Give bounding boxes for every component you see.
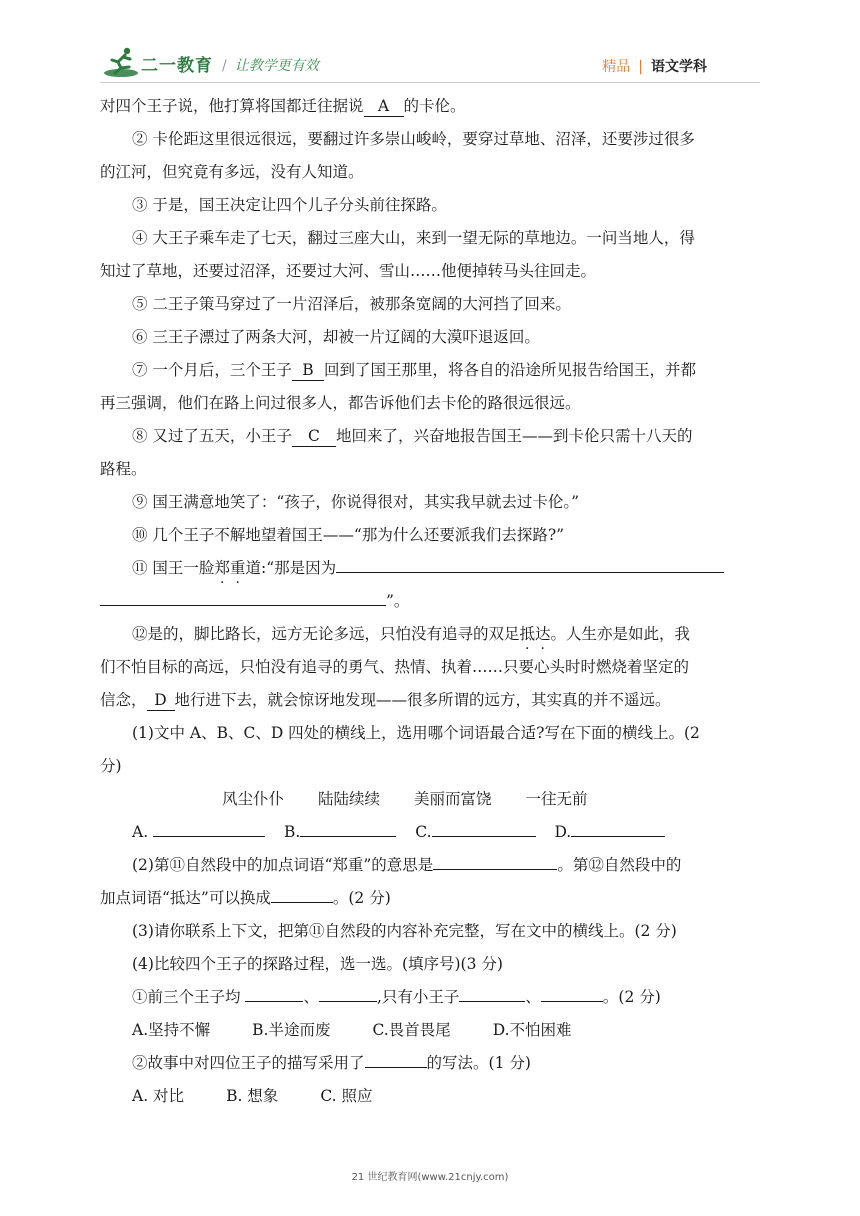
dotted-char: 重 — [229, 559, 246, 577]
paragraph-9: ⑨ 国王满意地笑了：“孩子，你说得很对，其实我早就去过卡伦。” — [132, 493, 580, 511]
paragraph-11 — [100, 552, 760, 585]
paragraph-5: ⑤ 二王子策马穿过了一片沼泽后，被那条宽阔的大河挡了回来。 — [132, 295, 571, 313]
text-span: C. — [415, 823, 432, 841]
text-span: 、 — [525, 988, 541, 1006]
word-choice: 陆陆续续 — [318, 790, 381, 808]
text-span: ⑦ 一个月后，三个王子 — [132, 361, 292, 379]
header-rule — [100, 82, 760, 83]
text-span: 地行进下去，就会惊讶地发现——很多所谓的远方，其实真的并不遥远。 — [174, 691, 671, 709]
word-choice: 风尘仆仆 — [222, 790, 285, 808]
question-2-cont — [100, 882, 760, 915]
word-choice: 美丽而富饶 — [414, 790, 492, 808]
paragraph-2-cont: 的江河，但究竟有多远，没有人知道。 — [100, 163, 364, 181]
text-span: 道:“那是因为 — [245, 559, 337, 577]
dotted-char: 达 — [535, 625, 551, 643]
paragraph-7 — [100, 354, 760, 387]
answer-blank[interactable] — [459, 1001, 525, 1002]
quality-label: 精品 — [602, 59, 631, 75]
answer-blank[interactable] — [433, 869, 557, 870]
dotted-char: 郑 — [214, 559, 230, 577]
logo-text: 二一教育 — [141, 56, 213, 76]
text-span: (2)第⑪自然段中的加点词语“郑重”的意思是 — [132, 856, 434, 874]
text-span: 、 — [303, 988, 319, 1006]
text-span: ⑪ 国王一脸 — [132, 559, 215, 577]
paragraph-3: ③ 于是，国王决定让四个儿子分头前往探路。 — [132, 196, 447, 214]
passage-line — [100, 90, 760, 123]
text-span: 。人生亦是如此，我 — [550, 625, 691, 643]
paragraph-12-cont — [100, 684, 760, 717]
text-span: 的卡伦。 — [403, 97, 466, 115]
question-4-1 — [100, 981, 760, 1014]
option: C.畏首畏尾 — [372, 1021, 451, 1039]
paragraph-12-cont: 们不怕目标的高远，只怕没有追寻的勇气、热情、执着……只要心头时时燃烧着坚定的 — [100, 658, 690, 676]
text-span: ①前三个王子均 — [132, 988, 246, 1006]
answer-blank-d[interactable] — [571, 836, 665, 837]
text-span: 。(2 分) — [602, 988, 661, 1006]
question-2 — [100, 849, 760, 882]
word-choice: 一往无前 — [525, 790, 588, 808]
answer-blanks — [100, 816, 760, 849]
answer-blank[interactable] — [365, 1067, 427, 1068]
slogan — [222, 55, 319, 75]
logo — [103, 46, 223, 80]
paragraph-8-cont: 路程。 — [100, 460, 147, 478]
answer-blank-line — [100, 605, 386, 606]
blank-c: C — [292, 426, 336, 447]
answer-blank[interactable] — [271, 902, 333, 903]
text-span: ②故事中对四位王子的描写采用了 — [132, 1054, 365, 1072]
paragraph-4: ④ 大王子乘车走了七天，翻过三座大山，来到一望无际的草地边。一问当地人，得 — [132, 229, 695, 247]
option: A.坚持不懈 — [132, 1021, 211, 1039]
paragraph-12 — [100, 618, 760, 651]
question-1-cont: 分) — [100, 757, 122, 775]
answer-blank[interactable] — [245, 1001, 303, 1002]
slogan-separator: / — [222, 58, 227, 74]
text-span: ⑫是的，脚比路长，远方无论多远，只怕没有追寻的双足 — [132, 625, 520, 643]
document-body — [100, 90, 760, 1113]
blank-a: A — [364, 96, 404, 117]
text-span: 地回来了，兴奋地报告国王——到卡伦只需十八天的 — [335, 427, 693, 445]
text-span: ,只有小王子 — [376, 988, 460, 1006]
option: B. 想象 — [226, 1087, 279, 1105]
text-span: 的写法。(1 分) — [426, 1054, 531, 1072]
option: B.半途而废 — [252, 1021, 331, 1039]
answer-blank-c[interactable] — [432, 836, 536, 837]
answer-blank-a[interactable] — [153, 836, 265, 837]
options-4-2 — [100, 1080, 760, 1113]
answer-blank[interactable] — [541, 1001, 603, 1002]
option: D.不怕困难 — [492, 1021, 572, 1039]
paragraph-6: ⑥ 三王子漂过了两条大河，却被一片辽阔的大漠吓退返回。 — [132, 328, 540, 346]
paragraph-7-cont: 再三强调，他们在路上问过很多人，都告诉他们去卡伦的路很远很远。 — [100, 394, 581, 412]
subject-label: 语文学科 — [651, 59, 707, 75]
question-1: (1)文中 A、B、C、D 四处的横线上，选用哪个词语最合适?写在下面的横线上。(2 — [132, 724, 700, 742]
option: C. 照应 — [320, 1087, 373, 1105]
text-span: ⑧ 又过了五天，小王子 — [132, 427, 292, 445]
paragraph-2: ② 卡伦距这里很远很远，要翻过许多崇山峻岭，要穿过草地、沼泽，还要涉过很多 — [132, 130, 695, 148]
question-3: (3)请你联系上下文，把第⑪自然段的内容补充完整，写在文中的横线上。(2 分) — [132, 922, 677, 940]
option: A. 对比 — [132, 1087, 185, 1105]
text-span: ”。 — [386, 592, 410, 610]
options-4-1 — [100, 1014, 760, 1047]
word-choices — [100, 783, 760, 816]
header-subject — [602, 56, 707, 76]
text-span: 加点词语“抵达”可以换成 — [100, 889, 271, 907]
paragraph-8 — [100, 420, 760, 453]
text-span: 。第⑫自然段中的 — [557, 856, 682, 874]
question-4-2 — [100, 1047, 760, 1080]
answer-blank-line — [336, 572, 724, 573]
answer-blank-b[interactable] — [300, 836, 396, 837]
blank-b: B — [292, 360, 324, 381]
paragraph-10: ⑩ 几个王子不解地望着国王——“那为什么还要派我们去探路?” — [132, 526, 565, 544]
runner-logo-icon — [103, 46, 139, 80]
header-divider: | — [638, 59, 643, 75]
paragraph-4-cont: 知过了草地，还要过沼泽，还要过大河、雪山……他便掉转马头往回走。 — [100, 262, 597, 280]
text-span: A. — [132, 823, 149, 841]
paragraph-11-cont — [100, 585, 760, 618]
text-span: B. — [284, 823, 301, 841]
dotted-char: 抵 — [519, 625, 536, 643]
text-span: 。(2 分) — [332, 889, 391, 907]
text-span: 对四个王子说，他打算将国都迁往据说 — [100, 97, 364, 115]
page-footer: 21 世纪教育网(www.21cnjy.com) — [351, 1172, 509, 1183]
blank-d: D — [147, 690, 175, 711]
text-span: 回到了国王那里，将各自的沿途所见报告给国王，并都 — [323, 361, 696, 379]
slogan-text: 让教学更有效 — [234, 58, 319, 74]
answer-blank[interactable] — [319, 1001, 377, 1002]
text-span: D. — [554, 823, 572, 841]
text-span: 信念， — [100, 691, 147, 709]
question-4: (4)比较四个王子的探路过程，选一选。(填序号)(3 分) — [132, 955, 503, 973]
page-header — [0, 0, 860, 90]
